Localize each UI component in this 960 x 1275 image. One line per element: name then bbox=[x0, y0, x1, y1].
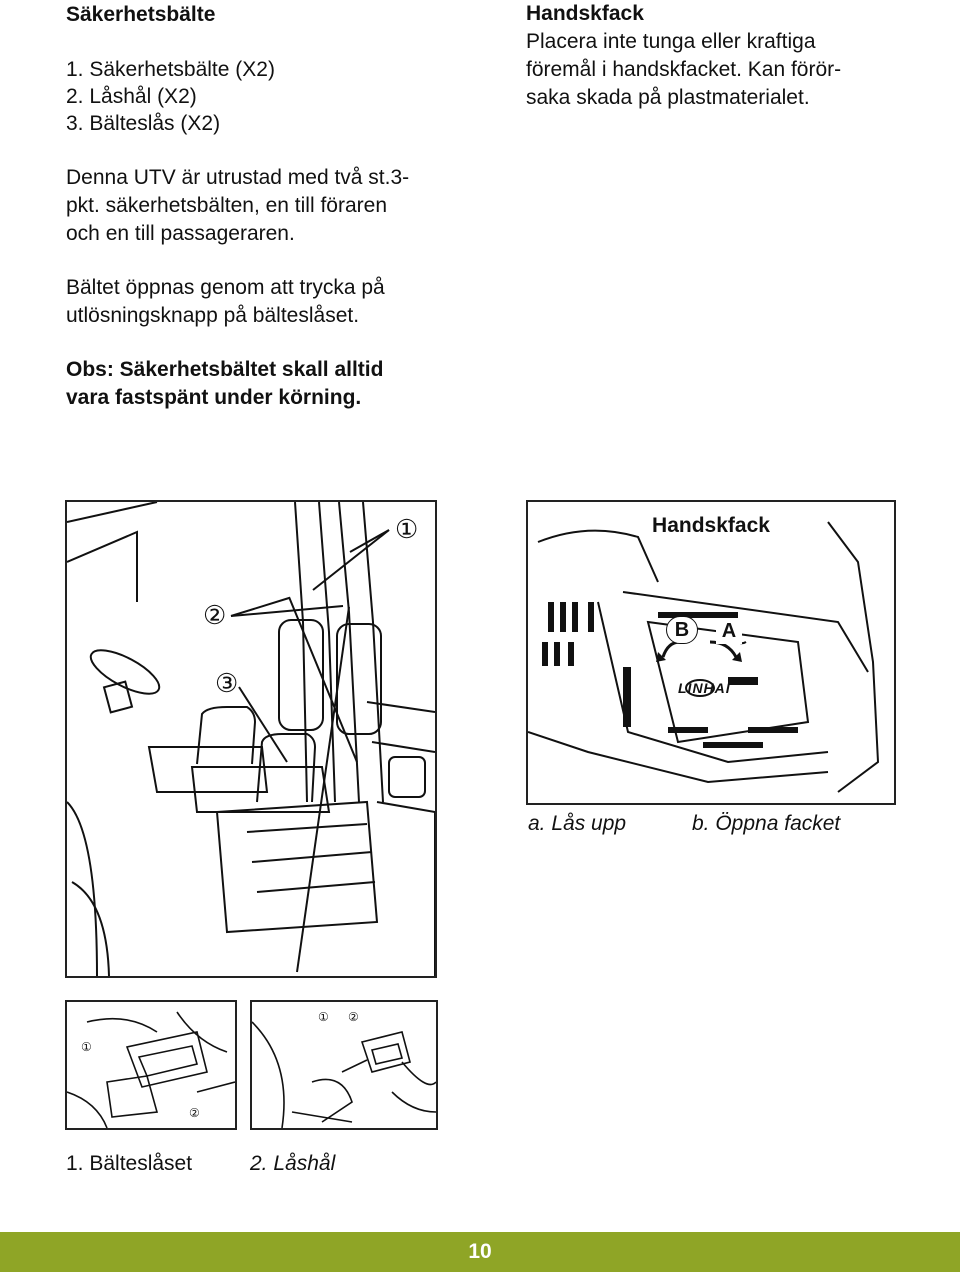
glovebox-figure-title: Handskfack bbox=[652, 514, 770, 537]
glovebox-drawing bbox=[528, 502, 894, 803]
page-number: 10 bbox=[468, 1240, 492, 1263]
marker-1: ① bbox=[318, 1010, 329, 1024]
text-line: vara fastspänt under körning. bbox=[66, 386, 362, 409]
section-heading-seatbelt: Säkerhetsbälte bbox=[66, 3, 216, 26]
text-line: föremål i handskfacket. Kan förör- bbox=[526, 58, 842, 81]
section-heading-glovebox: Handskfack bbox=[526, 2, 644, 25]
release-description bbox=[66, 274, 385, 330]
text-line: utlösningsknapp på bälteslåset. bbox=[66, 304, 360, 327]
marker-1: ① bbox=[81, 1040, 92, 1054]
callout-3: ③ bbox=[215, 668, 239, 698]
text-line: Bältet öppnas genom att trycka på bbox=[66, 276, 385, 299]
marker-2: ② bbox=[189, 1106, 200, 1120]
brand-logo: LINHAI bbox=[678, 680, 731, 696]
callout-1: ① bbox=[395, 514, 419, 544]
caption-latch-hole: 2. Låshål bbox=[250, 1152, 336, 1175]
text-line: och en till passageraren. bbox=[66, 222, 295, 245]
safety-note bbox=[66, 356, 383, 412]
buckle-illustration bbox=[65, 1000, 237, 1130]
caption-unlock: a. Lås upp bbox=[528, 812, 627, 835]
latch-illustration bbox=[250, 1000, 438, 1130]
text-line: Denna UTV är utrustad med två st.3- bbox=[66, 166, 410, 189]
text-line: saka skada på plastmaterialet. bbox=[526, 86, 810, 109]
list-item: 2. Låshål (X2) bbox=[66, 85, 197, 108]
buckle-drawing bbox=[67, 1002, 235, 1128]
list-item: 3. Bälteslås (X2) bbox=[66, 112, 221, 135]
latch-drawing bbox=[252, 1002, 436, 1128]
glovebox-illustration bbox=[526, 500, 896, 805]
caption-buckle: 1. Bälteslåset bbox=[66, 1152, 193, 1175]
caption-open: b. Öppna facket bbox=[692, 812, 841, 835]
glovebox-warning bbox=[526, 28, 841, 112]
marker-2: ② bbox=[348, 1010, 359, 1024]
callout-2: ② bbox=[203, 600, 227, 630]
seatbelt-drawing bbox=[67, 502, 435, 976]
text-line: pkt. säkerhetsbälten, en till föraren bbox=[66, 194, 388, 217]
seatbelt-parts-list bbox=[66, 56, 275, 137]
text-line: Placera inte tunga eller kraftiga bbox=[526, 30, 816, 53]
seatbelt-illustration bbox=[65, 500, 437, 978]
seatbelt-description bbox=[66, 164, 409, 248]
list-item: 1. Säkerhetsbälte (X2) bbox=[66, 58, 275, 81]
label-b: B bbox=[666, 616, 698, 644]
label-a: A bbox=[716, 618, 742, 644]
text-line: Obs: Säkerhetsbältet skall alltid bbox=[66, 358, 384, 381]
